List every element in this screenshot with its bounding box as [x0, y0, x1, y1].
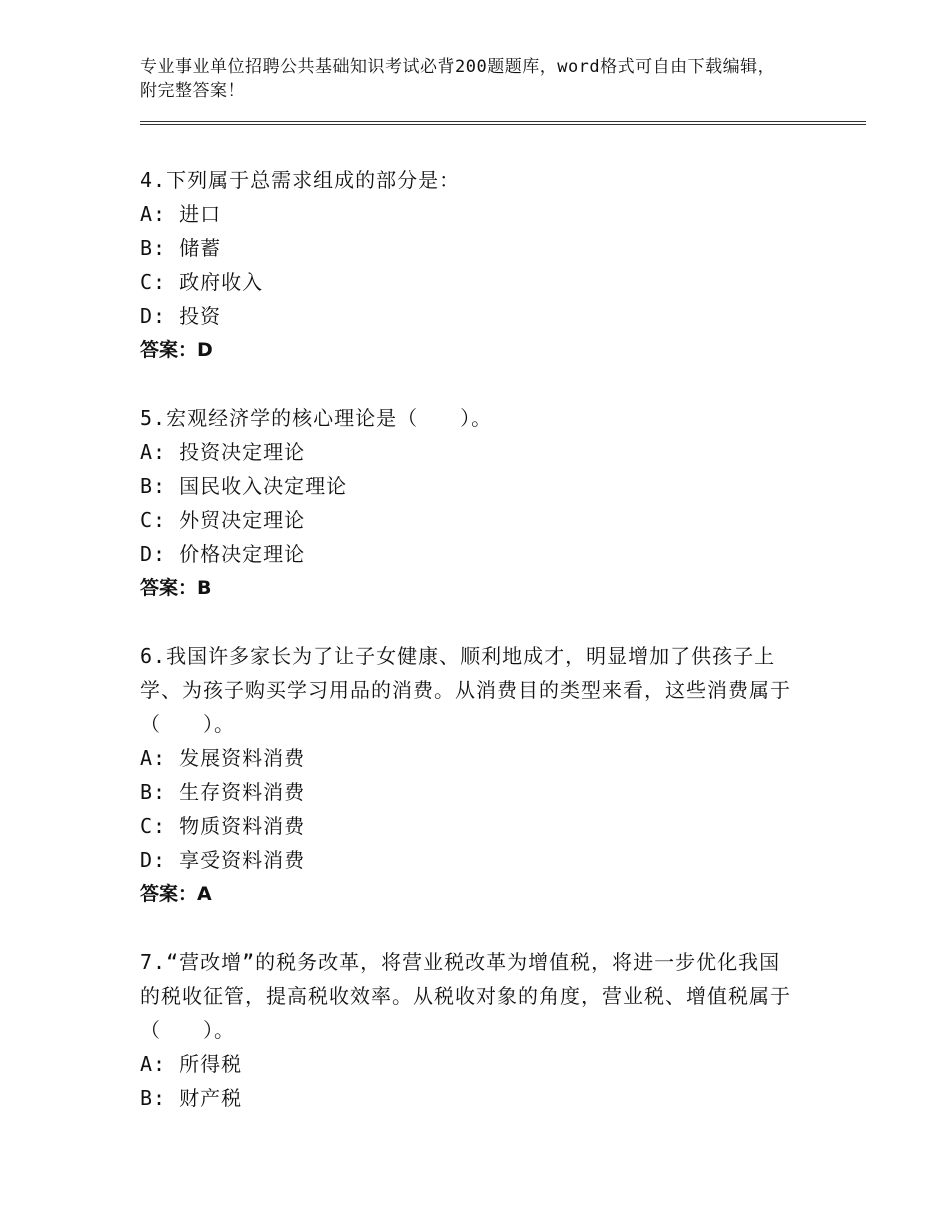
question-stem: 7.“营改增”的税务改革，将营业税改革为增值税，将进一步优化我国的税收征管，提高税收效率。从税收对象的角度，营业税、增值税属于（ ）。	[140, 950, 791, 1042]
option-b: B: 财产税	[140, 1086, 243, 1110]
option-a: A: 所得税	[140, 1052, 243, 1076]
header-divider	[140, 121, 866, 125]
option-d: D: 投资	[140, 304, 222, 328]
question-stem: 4.下列属于总需求组成的部分是：	[140, 168, 461, 192]
answer-label: 答案：D	[140, 339, 213, 361]
option-d: D: 价格决定理论	[140, 542, 306, 566]
question-5	[140, 401, 795, 605]
question-stem: 6.我国许多家长为了让子女健康、顺利地成才，明显增加了供孩子上学、为孩子购买学习用品的消费。从消费目的类型来看，这些消费属于（ ）。	[140, 644, 791, 736]
question-4	[140, 163, 795, 367]
document-header: 专业事业单位招聘公共基础知识考试必背200题题库，word格式可自由下载编辑，附完整答案！	[140, 57, 776, 101]
option-c: C: 物质资料消费	[140, 814, 306, 838]
option-c: C: 外贸决定理论	[140, 508, 306, 532]
answer-label: 答案：A	[140, 883, 212, 905]
option-c: C: 政府收入	[140, 270, 264, 294]
question-list	[140, 163, 795, 1149]
option-d: D: 享受资料消费	[140, 848, 306, 872]
answer-label: 答案：B	[140, 577, 212, 599]
question-stem: 5.宏观经济学的核心理论是（ ）。	[140, 406, 493, 430]
option-a: A: 投资决定理论	[140, 440, 306, 464]
question-6	[140, 639, 795, 911]
question-7	[140, 945, 795, 1115]
option-a: A: 发展资料消费	[140, 746, 306, 770]
option-a: A: 进口	[140, 202, 222, 226]
option-b: B: 生存资料消费	[140, 780, 306, 804]
option-b: B: 储蓄	[140, 236, 222, 260]
option-b: B: 国民收入决定理论	[140, 474, 348, 498]
